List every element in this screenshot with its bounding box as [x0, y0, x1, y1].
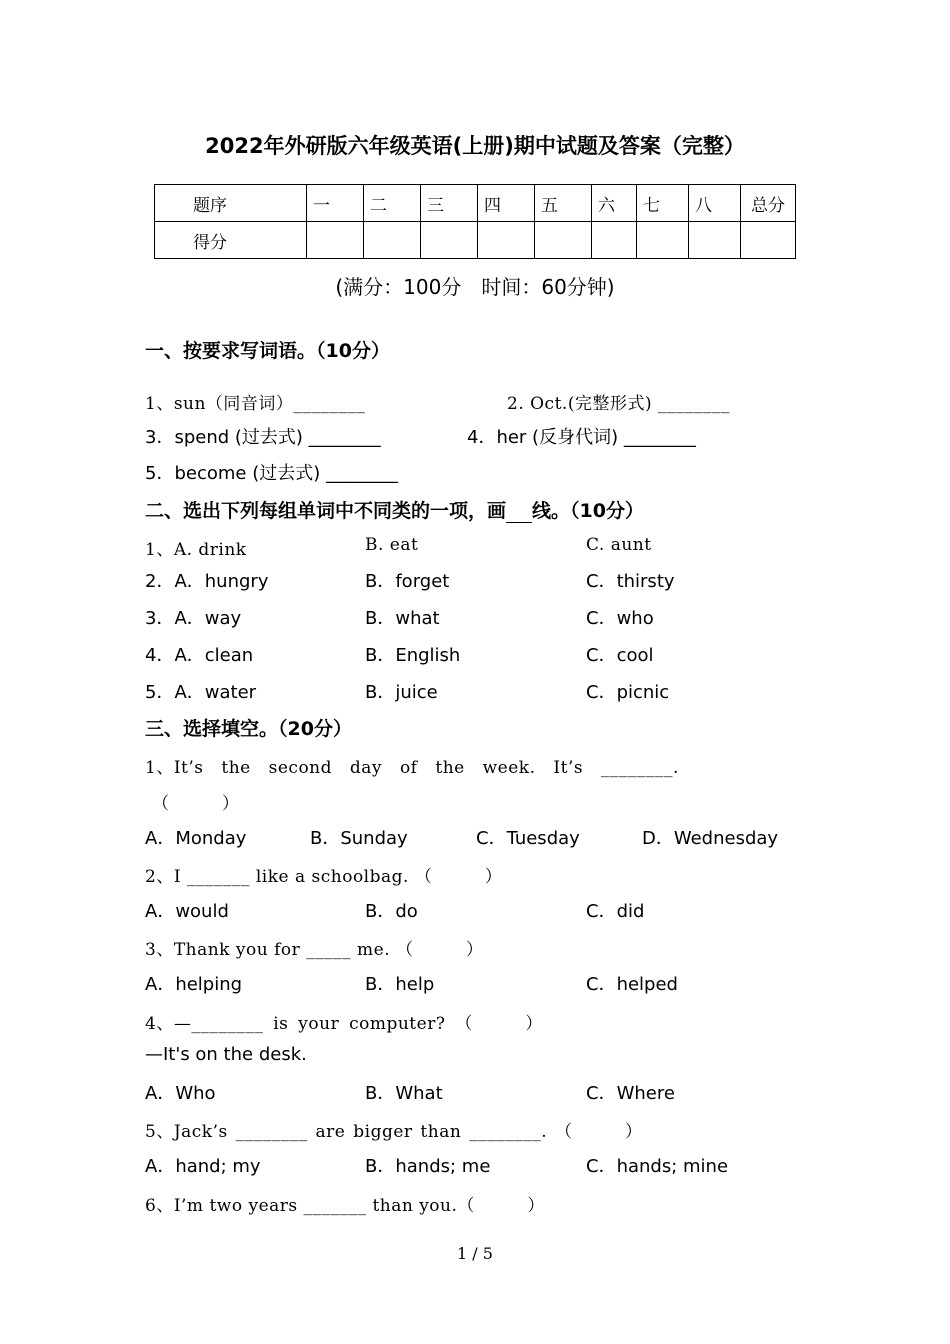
score-cell[interactable]: [421, 222, 478, 259]
choice-option: C．cool: [586, 645, 654, 666]
choice-option: C．helped: [586, 974, 678, 995]
section1-heading: 一、按要求写词语。（10分）: [145, 340, 390, 362]
question-text: 3、Thank you for _____ me. （ ）: [145, 940, 484, 960]
score-cell[interactable]: [535, 222, 592, 259]
choice-option: B. eat: [365, 535, 419, 555]
choice-option: C．who: [586, 608, 654, 629]
choice-option: B．help: [365, 974, 435, 995]
score-header-cell: 四: [478, 185, 535, 222]
choice-option: A．would: [145, 901, 229, 922]
choice-option: B．Sunday: [310, 828, 408, 849]
score-header-cell: 三: [421, 185, 478, 222]
question-item: 1、sun（同音词）________: [145, 394, 366, 414]
question-item: 3．spend (过去式) ________: [145, 427, 381, 448]
choice-option: A．Who: [145, 1083, 216, 1104]
score-header-cell: 八: [689, 185, 741, 222]
score-table-header-row: [155, 185, 796, 222]
score-header-cell: 题序: [155, 185, 307, 222]
choice-option: B．English: [365, 645, 461, 666]
score-cell[interactable]: [741, 222, 796, 259]
choice-option: C．hands; mine: [586, 1156, 729, 1177]
choice-option: C．Where: [586, 1083, 675, 1104]
score-header-cell: 总分: [741, 185, 796, 222]
choice-option: C．did: [586, 901, 645, 922]
score-cell[interactable]: [689, 222, 741, 259]
exam-subtitle: (满分：100分 时间：60分钟): [335, 275, 615, 299]
score-header-cell: 二: [364, 185, 421, 222]
choice-option: 3．A．way: [145, 608, 242, 629]
choice-option: C．thirsty: [586, 571, 675, 592]
choice-option: C．picnic: [586, 682, 670, 703]
section2-heading-text: 线。（10分）: [532, 500, 644, 522]
score-table-score-row: [155, 222, 796, 259]
score-cell[interactable]: [307, 222, 364, 259]
question-item: 5．become (过去式) ________: [145, 463, 398, 484]
score-header-cell: 六: [592, 185, 637, 222]
page-number: 1 / 5: [457, 1244, 493, 1263]
choice-option: B．hands; me: [365, 1156, 491, 1177]
choice-option: D．Wednesday: [642, 828, 779, 849]
question-text: 6、I’m two years _______ than you.（ ）: [145, 1196, 545, 1216]
question-text: 1、It’s the second day of the week. It’s ________.: [145, 758, 679, 778]
score-header-cell: 七: [637, 185, 689, 222]
section2-heading-text: 二、选出下列每组单词中不同类的一项，画: [145, 500, 507, 522]
question-text: 4、—________ is your computer? （ ）: [145, 1014, 543, 1034]
score-table: [154, 184, 796, 259]
choice-option: B．forget: [365, 571, 450, 592]
choice-option: B．what: [365, 608, 440, 629]
score-header-cell: 五: [535, 185, 592, 222]
question-item: 2. Oct.(完整形式) ________: [507, 394, 730, 414]
choice-option: 4．A．clean: [145, 645, 254, 666]
underline-blank: [506, 500, 532, 523]
choice-option: A．hand; my: [145, 1156, 261, 1177]
question-text: 5、Jack’s ________ are bigger than ________. （ ）: [145, 1122, 643, 1142]
score-row-label: 得分: [155, 222, 307, 259]
score-header-cell: 一: [307, 185, 364, 222]
choice-option: C. aunt: [586, 535, 652, 555]
section3-heading: 三、选择填空。（20分）: [145, 718, 352, 740]
choice-option: B．do: [365, 901, 418, 922]
score-cell[interactable]: [592, 222, 637, 259]
choice-option: 2．A．hungry: [145, 571, 269, 592]
page-title: 2022年外研版六年级英语(上册)期中试题及答案（完整）: [205, 134, 745, 158]
section2-heading: [145, 496, 644, 523]
choice-option: 1、A. drink: [145, 540, 247, 560]
choice-option: A．helping: [145, 974, 243, 995]
score-cell[interactable]: [364, 222, 421, 259]
score-cell[interactable]: [637, 222, 689, 259]
choice-option: B．juice: [365, 682, 438, 703]
choice-option: B．What: [365, 1083, 443, 1104]
choice-option: C．Tuesday: [476, 828, 580, 849]
question-text: 2、I _______ like a schoolbag. （ ）: [145, 867, 503, 887]
choice-option: A．Monday: [145, 828, 247, 849]
choice-option: 5．A．water: [145, 682, 257, 703]
answer-paren: （ ）: [152, 794, 240, 814]
question-item: 4．her (反身代词) ________: [467, 427, 696, 448]
question-answer-line: —It's on the desk.: [145, 1044, 307, 1065]
score-cell[interactable]: [478, 222, 535, 259]
